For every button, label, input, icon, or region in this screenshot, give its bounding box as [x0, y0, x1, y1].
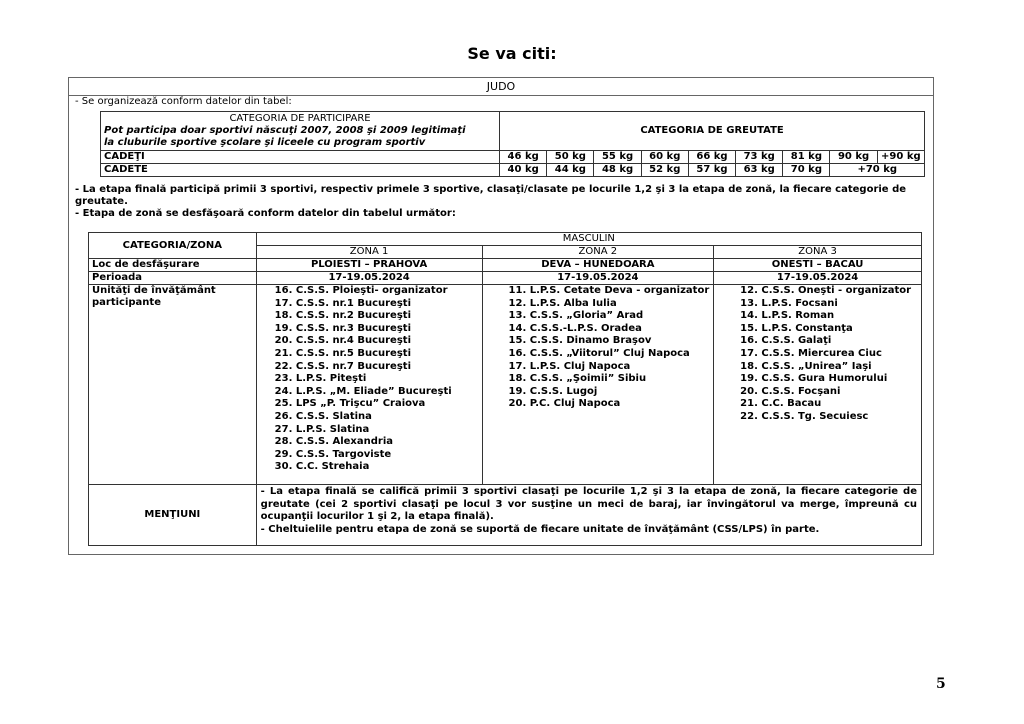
- list-item: 25. LPS „P. Trişcu” Craiova: [274, 398, 426, 410]
- weight-cell: 70 kg: [783, 164, 830, 177]
- list-item: 15. L.P.S. Constanţa: [740, 322, 853, 334]
- units-zone-3: [714, 285, 922, 485]
- list-item: 18. C.S.S. „Unirea” Iaşi: [740, 360, 872, 372]
- list-item: 18. C.S.S. „Şoimii” Sibiu: [508, 373, 647, 385]
- period-zone-1: 17-19.05.2024: [256, 272, 482, 285]
- list-item: 30. C.C. Strehaia: [274, 461, 370, 473]
- weight-cell: 52 kg: [641, 164, 688, 177]
- category-zone-header: CATEGORIA/ZONA: [89, 233, 257, 259]
- cadeti-label: CADEŢI: [101, 151, 500, 164]
- zone-1-header: ZONA 1: [256, 246, 482, 259]
- weight-cell: 66 kg: [688, 151, 735, 164]
- participation-header-line2: Pot participa doar sportivi născuţi 2007, 2008 şi 2009 legitimaţi: [104, 125, 466, 136]
- participation-header-title: CATEGORIA DE PARTICIPARE: [229, 113, 371, 124]
- weight-cell: 46 kg: [500, 151, 547, 164]
- note-zone-stage: - Etapa de zonă se desfăşoară conform datelor din tabelul următor:: [75, 208, 456, 219]
- list-item: 11. L.P.S. Cetate Deva - organizator: [508, 285, 710, 296]
- location-zone-2: DEVA – HUNEDOARA: [482, 259, 714, 272]
- list-item: 15. C.S.S. Dinamo Braşov: [508, 335, 652, 347]
- list-item: 14. L.P.S. Roman: [740, 310, 835, 322]
- weight-cell: 50 kg: [547, 151, 594, 164]
- weight-cell: 90 kg: [830, 151, 877, 164]
- units-label: Unităţi de învăţământ participante: [89, 285, 257, 485]
- mentions-label: MENŢIUNI: [89, 485, 257, 546]
- units-row: [89, 285, 922, 485]
- period-zone-3: 17-19.05.2024: [714, 272, 922, 285]
- list-item: 16. C.S.S. Ploieşti- organizator: [274, 285, 448, 296]
- location-zone-3: ONESTI – BACAU: [714, 259, 922, 272]
- participation-header-row: [101, 112, 925, 151]
- mention-costs: - Cheltuielile pentru etapa de zonă se suportă de fiecare unitate de învăţământ (CSS/LPS) în parte.: [260, 523, 820, 535]
- cadete-row: [101, 164, 925, 177]
- units-zone-2: [482, 285, 714, 485]
- list-item: 16. C.S.S. „Viitorul” Cluj Napoca: [508, 347, 690, 359]
- list-item: 22. C.S.S. nr.7 Bucureşti: [274, 360, 411, 372]
- location-row: [89, 259, 922, 272]
- list-item: 20. P.C. Cluj Napoca: [508, 398, 621, 410]
- location-zone-1: PLOIESTI – PRAHOVA: [256, 259, 482, 272]
- zone-3-header: ZONA 3: [714, 246, 922, 259]
- mentions-row: [89, 485, 922, 546]
- weight-cell: 81 kg: [783, 151, 830, 164]
- period-zone-2: 17-19.05.2024: [482, 272, 714, 285]
- list-item: 26. C.S.S. Slatina: [274, 410, 372, 422]
- weight-cell: 44 kg: [547, 164, 594, 177]
- list-item: 24. L.P.S. „M. Eliade” Bucureşti: [274, 385, 452, 397]
- sport-name: JUDO: [69, 78, 933, 96]
- list-item: 19. C.S.S. Gura Humorului: [740, 373, 888, 385]
- units-list-zone-2: [509, 285, 711, 411]
- list-item: 29. C.S.S. Targoviste: [274, 448, 392, 460]
- mentions-text: [256, 485, 921, 546]
- intro-text: - Se organizează conform datelor din tabel:: [75, 96, 292, 107]
- cadeti-row: [101, 151, 925, 164]
- mention-final-qualification: - La etapa finală se califică primii 3 sportivi clasaţi pe locurile 1,2 şi 3 la etapa de zonă, la fiecare categorie de greutate (cei 2 sportivi clasaţi pe locul 3 vor susţine un meci de baraj, iar învingătorul va merge, împreună cu ocupanţii locurilor 1 şi 2, la etapa finală).: [260, 486, 917, 523]
- list-item: 20. C.S.S. Focşani: [740, 385, 841, 397]
- weight-cell: 48 kg: [594, 164, 641, 177]
- list-item: 17. C.S.S. nr.1 Bucureşti: [274, 297, 411, 309]
- location-label: Loc de desfăşurare: [89, 259, 257, 272]
- period-row: [89, 272, 922, 285]
- weight-cell: 73 kg: [736, 151, 783, 164]
- list-item: 22. C.S.S. Tg. Secuiesc: [740, 410, 869, 422]
- participation-header: [101, 112, 500, 151]
- list-item: 17. C.S.S. Miercurea Ciuc: [740, 347, 882, 359]
- list-item: 19. C.S.S. nr.3 Bucureşti: [274, 322, 411, 334]
- list-item: 13. C.S.S. „Gloria” Arad: [508, 310, 644, 322]
- weight-cell: 40 kg: [500, 164, 547, 177]
- page-title: Se va citi:: [467, 44, 557, 63]
- list-item: 28. C.S.S. Alexandria: [274, 436, 394, 448]
- weight-cell: 57 kg: [688, 164, 735, 177]
- zones-table: [88, 232, 922, 546]
- list-item: 18. C.S.S. nr.2 Bucureşti: [274, 310, 411, 322]
- list-item: 21. C.S.S. nr.5 Bucureşti: [274, 347, 411, 359]
- list-item: 12. L.P.S. Alba Iulia: [508, 297, 617, 309]
- units-list-zone-1: [275, 285, 479, 474]
- list-item: 12. C.S.S. Oneşti - organizator: [740, 285, 912, 296]
- weight-cell: 60 kg: [641, 151, 688, 164]
- weight-cell: +90 kg: [877, 151, 924, 164]
- weight-cell: +70 kg: [830, 164, 925, 177]
- participation-table: [100, 111, 925, 177]
- list-item: 16. C.S.S. Galaţi: [740, 335, 832, 347]
- units-zone-1: [256, 285, 482, 485]
- list-item: 13. L.P.S. Focsani: [740, 297, 838, 309]
- list-item: 19. C.S.S. Lugoj: [508, 385, 598, 397]
- period-label: Perioada: [89, 272, 257, 285]
- zones-header-row: [89, 233, 922, 246]
- list-item: 23. L.P.S. Piteşti: [274, 373, 367, 385]
- units-list-zone-3: [740, 285, 918, 424]
- list-item: 14. C.S.S.-L.P.S. Oradea: [508, 322, 642, 334]
- gender-header: MASCULIN: [256, 233, 921, 246]
- list-item: 20. C.S.S. nr.4 Bucureşti: [274, 335, 411, 347]
- note-final-stage: - La etapa finală participă primii 3 sportivi, respectiv primele 3 sportive, clasaţi/clasate pe locurile 1,2 şi 3 la etapa de zonă, la fiecare categorie de greutate.: [75, 184, 907, 207]
- participation-header-line3: la cluburile sportive şcolare şi liceele cu program sportiv: [104, 137, 426, 148]
- list-item: 21. C.C. Bacau: [740, 398, 822, 410]
- list-item: 27. L.P.S. Slatina: [274, 423, 370, 435]
- page-number: 5: [936, 676, 946, 692]
- list-item: 17. L.P.S. Cluj Napoca: [508, 360, 631, 372]
- weight-category-header: CATEGORIA DE GREUTATE: [500, 112, 925, 151]
- zone-2-header: ZONA 2: [482, 246, 714, 259]
- weight-cell: 63 kg: [736, 164, 783, 177]
- cadete-label: CADETE: [101, 164, 500, 177]
- weight-cell: 55 kg: [594, 151, 641, 164]
